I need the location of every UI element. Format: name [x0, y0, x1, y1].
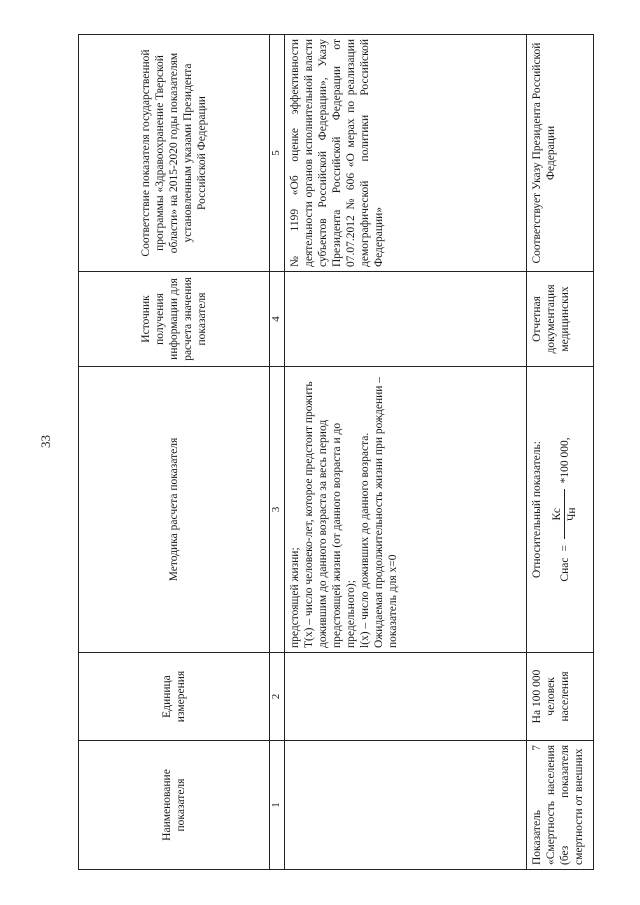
column-number: 3 — [270, 367, 285, 653]
formula-equals: = — [558, 545, 571, 552]
method-title: Относительный показатель: — [531, 441, 543, 578]
cell-unit: На 100 000 человек населения — [527, 653, 594, 741]
table-row — [285, 35, 527, 870]
table-row — [527, 35, 594, 870]
formula — [550, 371, 579, 648]
column-number: 5 — [270, 35, 285, 272]
header-source: Источник получения информации для расчета значения показателя — [79, 272, 270, 367]
formula-numerator: Кс — [551, 507, 564, 521]
cell-indicator-name: Показатель 7 «Смертность населения (без показателя смертности от внешних — [527, 741, 594, 870]
cell-source: Отчетная документация медицинских — [527, 272, 594, 367]
cell-compliance: Соответствует Указу Президента Российской Федерации — [527, 35, 594, 272]
page-number: 33 — [38, 435, 53, 448]
cell-unit — [285, 653, 527, 741]
method-line: Ожидаемая продолжительность жизни при рождении – показатель для x=0 — [373, 376, 400, 648]
method-line: l(x) – число доживших до данного возраста. — [359, 432, 372, 648]
formula-denominator: Чн — [564, 489, 579, 539]
cell-source — [285, 272, 527, 367]
column-number: 2 — [270, 653, 285, 741]
cell-indicator-name — [285, 741, 527, 870]
header-indicator-name: Наименование показателя — [79, 741, 270, 870]
formula-multiplier: *100 000, — [558, 437, 571, 484]
rotated-table-page — [78, 35, 586, 870]
cell-method — [527, 367, 594, 653]
method-line: предстоящей жизни; — [289, 547, 301, 648]
column-number: 4 — [270, 272, 285, 367]
cell-method — [285, 367, 527, 653]
formula-lhs: Снас — [558, 557, 571, 582]
indicators-table — [78, 34, 594, 870]
column-number: 1 — [270, 741, 285, 870]
cell-compliance: № 1199 «Об оценке эффективности деятельности органов исполнительной власти субъектов Российской Федерации», Указу Президента Российской Федерации от 07.07.2012 № 606 «О мерах по реализации демографической политики Российской Федерации» — [285, 35, 527, 272]
table-header-row — [79, 35, 270, 870]
column-number-row — [270, 35, 285, 870]
header-unit: Единица измерения — [79, 653, 270, 741]
formula-fraction — [550, 489, 579, 539]
header-compliance: Соответствие показателя государственной программы «Здравоохранение Тверской области» на 2015-2020 годы показателям установленным указами Президента Российской Федерации — [79, 35, 270, 272]
header-method: Методика расчета показателя — [79, 367, 270, 653]
method-line: T(x) – число человеко-лет, которое предстоит прожить дожившим до данного возраста за весь период предстоящей жизни (от данного возраста и до предельного); — [303, 381, 358, 648]
